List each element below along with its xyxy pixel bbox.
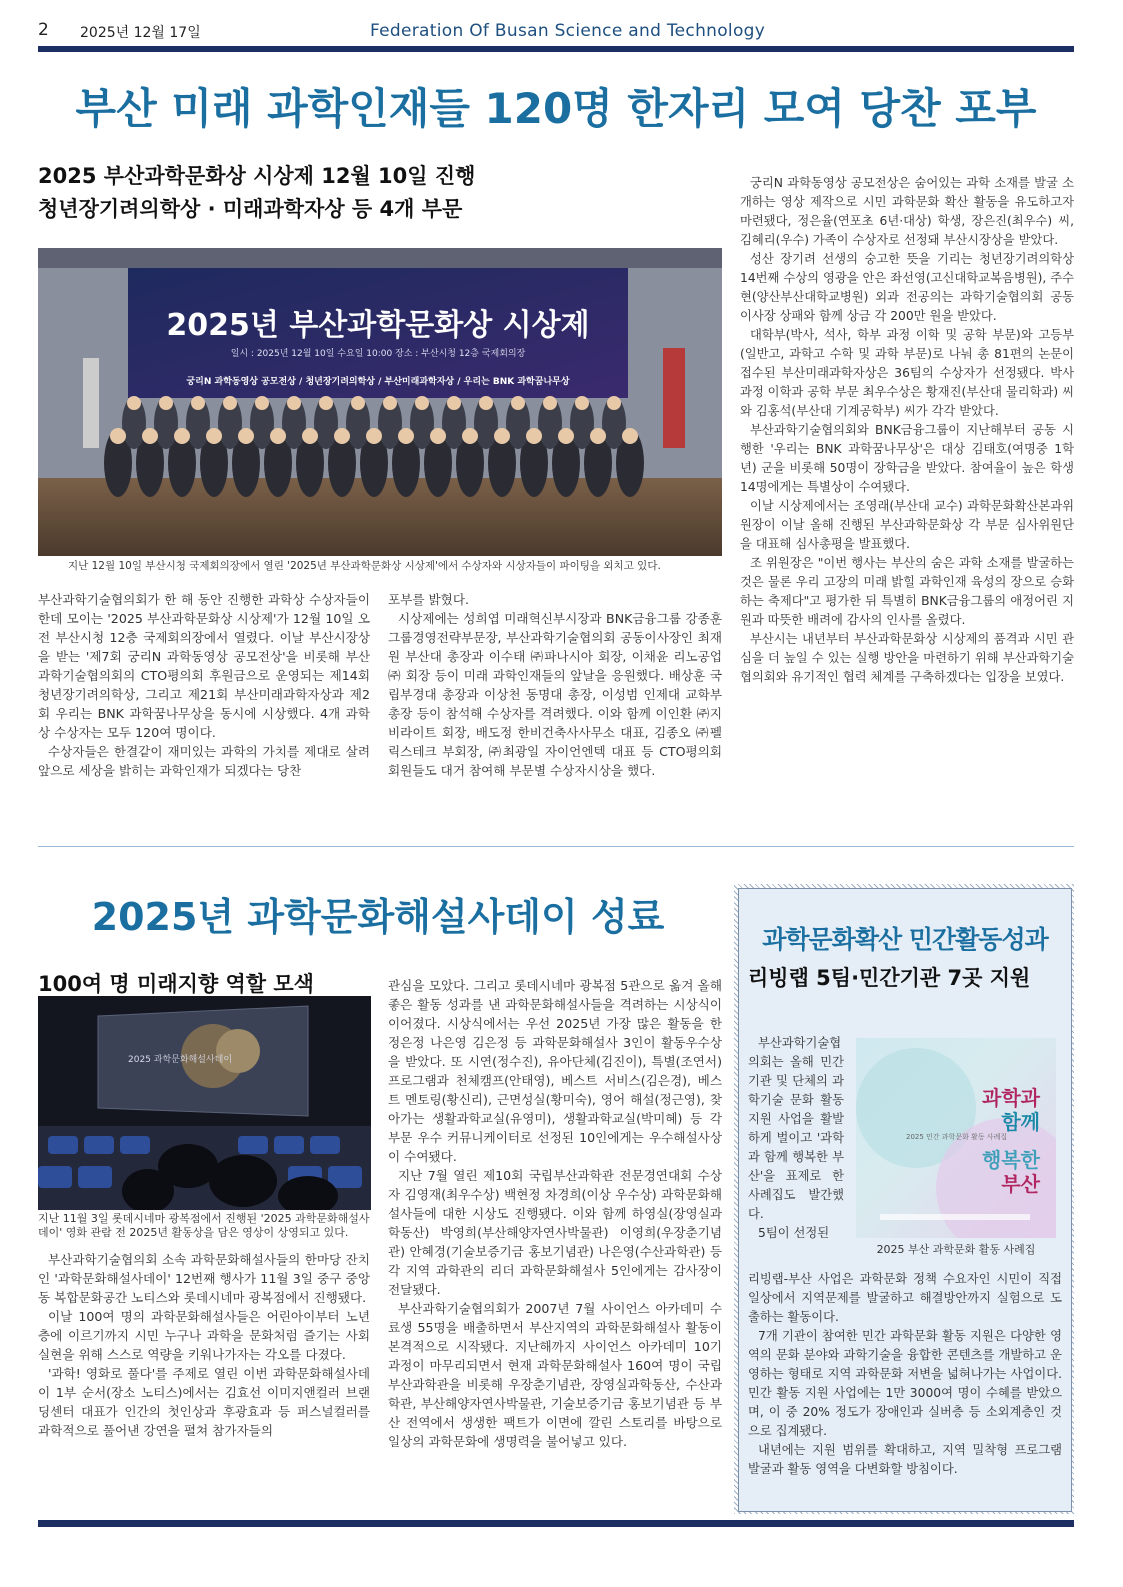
article2-col2-p3: 부산과학기술협의회가 2007년 7월 사이언스 아카데미 수료생 55명을 배출하면서 부산지역의 과학문화해설사 활동이 본격적으로 시작됐다. 지난해까지 사이언스 아카데미 10기 과정이 마무리되면서 현재 과학문화해설사 160여 명이 국립부산과학관을 비롯해 우장춘기념관, 장영실과학동산, 수산과학관, 부산해양자연사박물관, 기술보증기금 홍보기념관 등 부산 전역에서 생생한 팩트가 이면에 깔린 스토리를 바탕으로 일상의 과학문화에 생명력을 불어넣고 있다. bbox=[388, 1301, 722, 1449]
photo-banner-title: 2025년 부산과학문화상 시상제 bbox=[166, 308, 590, 343]
cover-line-3: 행복한 bbox=[982, 1148, 1040, 1172]
article1-col3-p6: 조 위원장은 "이번 행사는 부산의 숨은 과학 소재를 발굴하는 것은 물론 우리 고장의 미래 밝힐 과학인재 육성의 장으로 승화하는 축제다"고 평가한 뒤 특별히 BNK금융그룹의 애정어린 지원과 따뜻한 배려에 감사의 인사를 올렸다. bbox=[740, 556, 1074, 627]
cinema-event-photo-art bbox=[38, 996, 371, 1210]
bottom-rule bbox=[38, 1520, 1074, 1527]
award-ceremony-photo-art bbox=[38, 248, 722, 556]
article2-col1-p2: 이날 100여 명의 과학문화해설사들은 어린아이부터 노년층에 이르기까지 시민 누구나 과학을 문화처럼 즐기는 사회 실현을 위해 스스로 역량을 키워나가자는 각오를 다졌다. bbox=[38, 1309, 370, 1362]
article2-column-1 bbox=[38, 1250, 370, 1440]
photo-banner-awards: 궁리N 과학동영상 공모전상 / 청년장기려의학상 / 부산미래과학자상 / 우리는 BNK 과학꿈나무상 bbox=[186, 377, 570, 387]
article2-col2-p1: 관심을 모았다. 그리고 롯데시네마 광복점 5관으로 옮겨 올해 좋은 활동 성과를 낸 과학문화해설사들을 격려하는 시상식이 이어졌다. 시상식에서는 우선 2025년 가장 많은 활동을 한 정은정 나은영 김은정 등 과학문화해설사 3인이 활동우수상을 받았다. 또 시연(정수진), 유아단체(김진이), 특별(조연서) 프로그램과 천체캠프(안태영), 베스트 서비스(김은경), 베스트 멘토링(황신리), 근면성실(황미숙), 영어 해설(정근영), 찾아가는 생활과학교실(유영미), 생활과학교실(박미혜) 등 각 부문 우수 커뮤니케이터로 선정된 10인에게는 우수해설사상이 수여됐다. bbox=[388, 978, 722, 1164]
sidebar-p3: 내년에는 지원 범위를 확대하고, 지역 밀착형 프로그램 발굴과 활동 영역을 다변화할 방침이다. bbox=[748, 1443, 1062, 1476]
top-rule bbox=[38, 46, 1074, 52]
article2-col1-p3: '과학! 영화로 풀다'를 주제로 열린 이번 과학문화해설사데이 1부 순서(장소 노티스)에서는 김효선 이미지앤컬러 브랜딩센터 대표가 인간의 첫인상과 후광효과 등 퍼스널컬러를 과학적으로 풀어낸 강연을 펼쳐 참가자들의 bbox=[38, 1366, 370, 1438]
article1-col3-p3: 대학부(박사, 석사, 학부 과정 이학 및 공학 부문)와 고등부(일반고, 과학고 수학 및 과학 부문)로 나눠 총 81편의 논문이 접수된 부산미래과학자상은 36팀의 수상자가 선정됐다. 박사 과정 이학과 공학 부문 최우수상은 황재진(부산대 물리학과) 씨와 김홍석(부산대 기계공학부) 씨가 각각 받았다. bbox=[740, 328, 1074, 418]
article1-col2-p2: 시상제에는 성희엽 미래혁신부시장과 BNK금융그룹 강종훈 그룹경영전략부문장, 부산과학기술협의회 공동이사장인 최재원 부산대 총장과 이수태 ㈜파나시아 회장, 이채윤 리노공업㈜ 회장 등이 미래 과학인재들의 앞날을 응원했다. 배상훈 국립부경대 총장과 이상천 동명대 총장, 이성범 인제대 교학부총장 등이 참석해 수상자를 격려했다. 이와 함께 이인환 ㈜지비라이트 회장, 배도정 한비건축사사무소 대표, 김종오 ㈜펠릭스테크 부회장, ㈜최광일 자이언엔텍 대표 등 CTO평의회 회원들도 대거 참여해 부문별 수상자시상을 했다. bbox=[388, 611, 722, 778]
photo-banner-info: 일시 : 2025년 12월 10일 수요일 10:00 장소 : 부산시청 12층 국제회의장 bbox=[230, 349, 526, 359]
award-ceremony-photo bbox=[38, 248, 722, 556]
article1-photo-caption: 지난 12월 10일 부산시청 국제회의장에서 열린 '2025년 부산과학문화상 시상제'에서 수상자와 시상자들이 파이팅을 외치고 있다. bbox=[68, 560, 661, 572]
organization-name: Federation Of Busan Science and Technology bbox=[370, 21, 766, 41]
sidebar-narrow-text bbox=[748, 1034, 844, 1243]
article2-photo-caption: 지난 11월 3일 롯데시네마 광복점에서 진행된 '2025 과학문화해설사데이' 영화 관람 전 2025년 활동상을 담은 영상이 상영되고 있다. bbox=[38, 1212, 370, 1239]
cinema-event-photo bbox=[38, 996, 371, 1210]
casebook-cover bbox=[856, 1038, 1056, 1238]
article2-subhead: 100여 명 미래지향 역할 모색 bbox=[38, 972, 314, 996]
article1-col3-p1: 궁리N 과학동영상 공모전상은 숨어있는 과학 소재를 발굴 소개하는 영상 제작으로 시민 과학문화 확산 활동을 유도하고자 마련됐다, 정은율(연포초 6년·대상) 학생, 장은진(최우수) 씨, 김혜리(우수) 가족이 수상자로 선정돼 부산시장상을 받았다. bbox=[740, 176, 1074, 247]
article1-col2-p1: 포부를 밝혔다. bbox=[388, 592, 469, 607]
article1-column-1 bbox=[38, 590, 370, 780]
page-number: 2 bbox=[38, 20, 49, 40]
article1-col3-p4: 부산과학기술협의회와 BNK금융그룹이 지난해부터 공동 시행한 '우리는 BNK 과학꿈나무상'은 대상 김태호(여명중 1학년) 군을 비롯해 50명이 장학금을 받았다. 참여율이 높은 학생 14명에게는 특별상이 수여됐다. bbox=[740, 423, 1074, 494]
sidebar-narrow-tail: 5팀이 선정된 bbox=[758, 1226, 830, 1240]
photo-screen-text: 2025 과학문화해설사데이 bbox=[128, 1055, 233, 1065]
article1-subhead-1: 2025 부산과학문화상 시상제 12월 10일 진행 bbox=[38, 164, 476, 188]
article1-col1-p2: 수상자들은 한결같이 재미있는 과학의 가치를 제대로 살려 앞으로 세상을 밝히는 과학인재가 되겠다는 당찬 bbox=[38, 744, 370, 778]
sidebar-body bbox=[748, 1270, 1062, 1479]
cover-line-4: 부산 bbox=[1001, 1172, 1040, 1196]
article1-col3-p5: 이날 시상제에서는 조영래(부산대 교수) 과학문화확산본과위원장이 이날 올해 진행된 부산과학문화상 각 부문 심사위원단을 대표해 심사총평을 발표했다. bbox=[740, 499, 1074, 551]
cover-caption: 2025 부산 과학문화 활동 사례집 bbox=[876, 1243, 1036, 1256]
issue-date: 2025년 12월 17일 bbox=[80, 25, 201, 41]
article1-col3-p2: 성산 장기려 선생의 숭고한 뜻을 기리는 청년장기려의학상 14번째 수상의 영광을 안은 좌선영(고신대학교복음병원), 주수현(양산부산대학교병원) 외과 전공의는 과학기술협의회 공동이사장 상패와 함께 상금 각 200만 원을 받았다. bbox=[740, 252, 1074, 323]
sidebar-subtitle: 리빙랩 5팀·민간기관 7곳 지원 bbox=[748, 966, 1031, 990]
article1-col3-p7: 부산시는 내년부터 부산과학문화상 시상제의 품격과 시민 관심을 더 높일 수 있는 실행 방안을 마련하기 위해 부산과학기술협의회와 유기적인 협력 체계를 구축하겠다는 입장을 보였다. bbox=[740, 632, 1074, 684]
article2-headline: 2025년 과학문화해설사데이 성료 bbox=[91, 895, 665, 939]
article2-col1-p1: 부산과학기술협의회 소속 과학문화해설사들의 한마당 잔치인 '과학문화해설사데이' 12번째 행사가 11월 3일 중구 중앙동 복합문화공간 노티스와 롯데시네마 광복점에서 진행됐다. bbox=[38, 1252, 370, 1305]
cover-line-1: 과학과 bbox=[982, 1086, 1040, 1110]
article2-col2-p2: 지난 7월 열린 제10회 국립부산과학관 전문경연대회 수상자 김영재(최우수상) 백현정 차경희(이상 우수상) 과학문화해설사들에 대한 시상도 진행됐다. 이와 함께 하영실(장영실과학동산) 박영희(부산해양자연사박물관) 이영희(우장춘기념관) 안혜경(기술보증기금 홍보기념관) 나은영(수산과학관) 등 각 지역 과학관의 리더 과학문화해설사 5인에게는 감사장이 전달됐다. bbox=[388, 1168, 722, 1297]
cover-line-2: 함께 bbox=[1001, 1110, 1040, 1134]
cover-small-text: 2025 민간 과학문화 활동 사례집 bbox=[906, 1133, 1008, 1141]
sidebar-title: 과학문화확산 민간활동성과 bbox=[762, 925, 1048, 954]
sidebar-narrow-p: 부산과학기술협의회는 올해 민간 기관 및 단체의 과학기술 문화 활동 지원 사업을 활발하게 벌이고 '과학과 함께 행복한 부산'을 표제로 한 사례집도 발간했다. bbox=[748, 1036, 844, 1221]
article1-subhead-2: 청년장기려의학상 · 미래과학자상 등 4개 부문 bbox=[38, 197, 463, 221]
article1-column-2 bbox=[388, 590, 722, 780]
article1-column-3 bbox=[740, 174, 1074, 687]
section-divider bbox=[38, 846, 1074, 847]
sidebar-p2: 7개 기관이 참여한 민간 과학문화 활동 지원은 다양한 영역의 문화 분야와 과학기술을 융합한 콘텐츠를 개발하고 운영하는 형태로 지역 과학문화 저변을 넓혀나가는 사업이다. 민간 활동 지원 사업에는 1만 3000여 명이 수혜를 받았으며, 이 중 20% 정도가 장애인과 실버층 등 소외계층인 것으로 집계됐다. bbox=[748, 1329, 1062, 1438]
sidebar-p1: 리빙랩-부산 사업은 과학문화 정책 수요자인 시민이 직접 일상에서 지역문제를 발굴하고 해결방안까지 실험으로 도출하는 활동이다. bbox=[748, 1272, 1062, 1324]
article1-headline: 부산 미래 과학인재들 120명 한자리 모여 당찬 포부 bbox=[75, 84, 1037, 133]
article1-col1-p1: 부산과학기술협의회가 한 해 동안 진행한 과학상 수상자들이 한데 모이는 '2025 부산과학문화상 시상제'가 12월 10일 오전 부산시청 12층 국제회의장에서 열렸다. 이날 부산시장상을 받는 '제7회 궁리N 과학동영상 공모전상'을 비롯해 부산과학기술협의회의 CTO평의회 후원금으로 운영되는 제14회 청년장기려의학상, 그리고 제21회 부산미래과학자상과 제2회 우리는 BNK 과학꿈나무상을 동시에 시상했다. 4개 과학상 수상자는 모두 120여 명이다. bbox=[38, 592, 370, 740]
article2-column-2 bbox=[388, 976, 722, 1451]
